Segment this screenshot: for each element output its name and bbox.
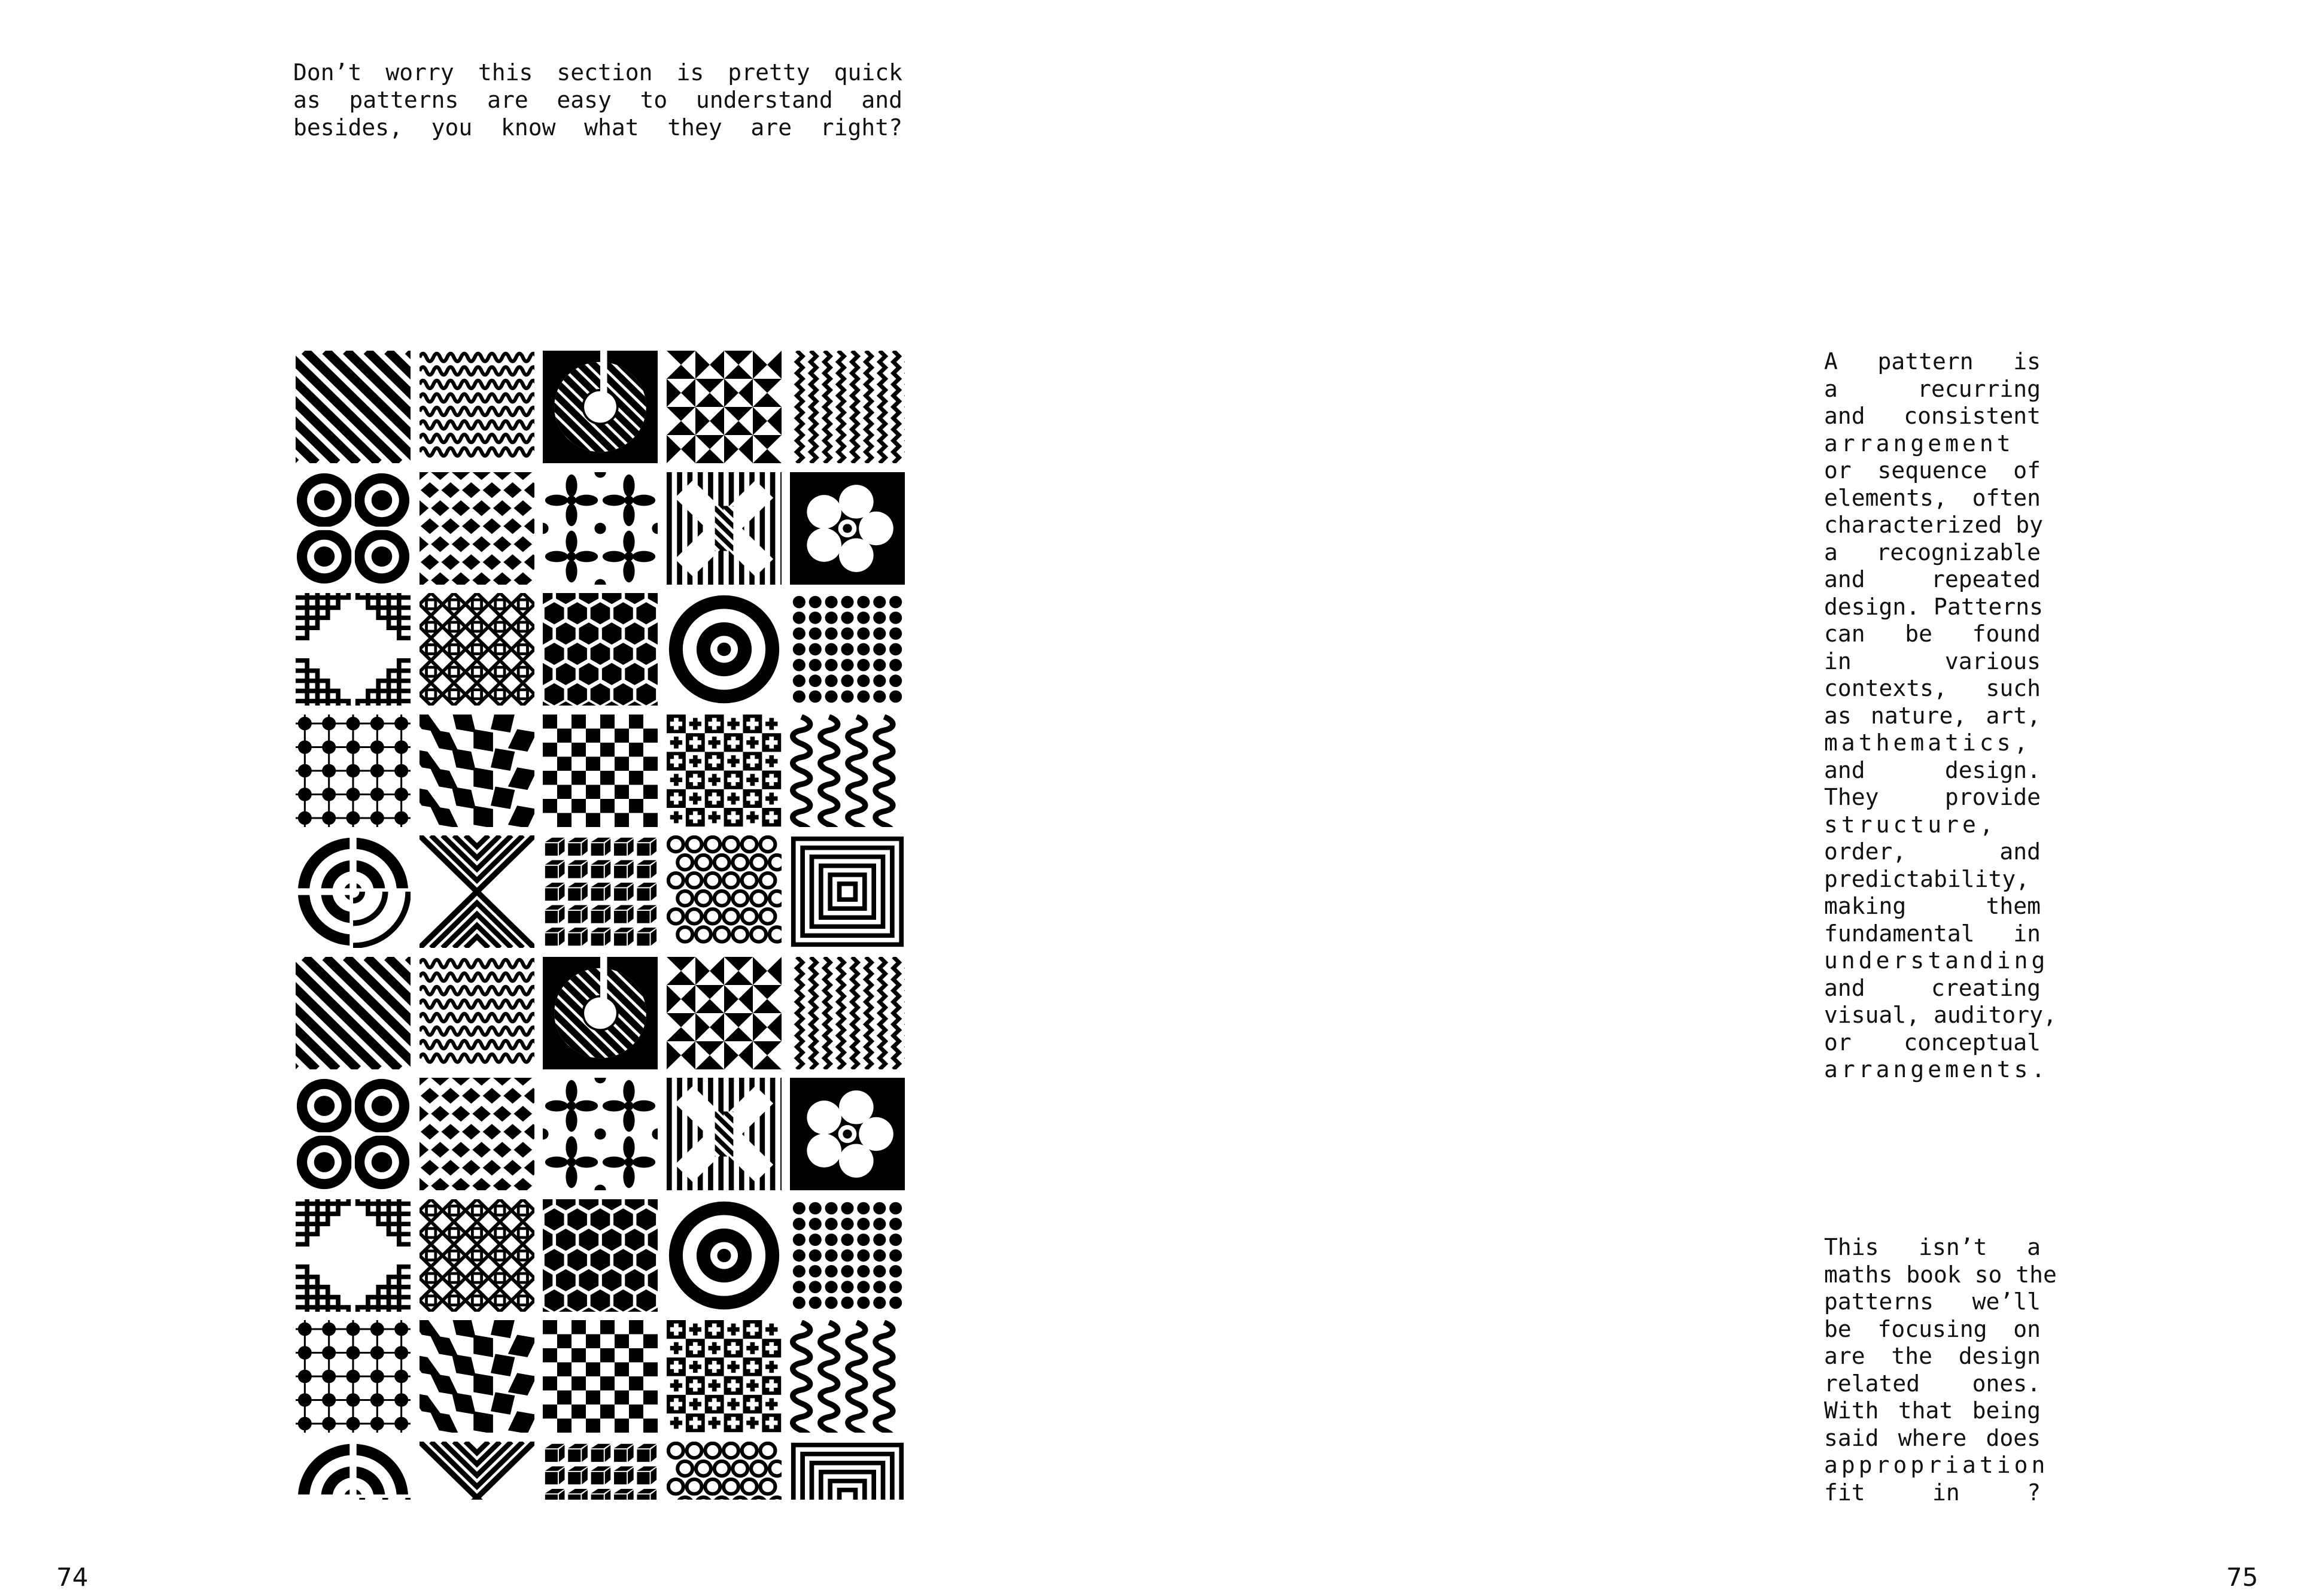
square-lattice-icon <box>420 593 534 706</box>
diagonal-stripes-icon <box>296 351 411 463</box>
circle-quads-icon <box>296 1078 411 1190</box>
diamond-lattice-icon <box>420 472 534 585</box>
sidebar-line: in various <box>1824 647 2041 674</box>
sidebar-line: or conceptual <box>1824 1029 2041 1056</box>
ring-grid-icon <box>667 1442 782 1500</box>
triangle-tiles-icon <box>667 351 782 463</box>
pattern-grid <box>296 351 905 1500</box>
definition-paragraph <box>1824 348 2057 1084</box>
checkerboard-icon <box>543 1320 658 1433</box>
sidebar-line: order, and <box>1824 838 2041 865</box>
corner-lines-icon <box>296 593 411 706</box>
corner-lines-icon <box>296 1199 411 1312</box>
hexagon-icon <box>543 593 658 706</box>
square-lattice-icon <box>420 1199 534 1312</box>
petal-flowers-icon <box>543 472 658 585</box>
sidebar-line: arrangement <box>1824 430 2014 457</box>
cross-checker-icon <box>667 715 782 827</box>
sidebar-line: related ones. <box>1824 1370 2041 1397</box>
concentric-squares-icon <box>790 1442 905 1500</box>
cube-isometric-icon <box>543 835 658 948</box>
x-chevron-icon <box>420 835 534 948</box>
target-quadrants-icon <box>296 835 411 948</box>
diagonal-stripes-icon <box>296 957 411 1069</box>
dot-rosette-icon <box>790 1078 905 1190</box>
sidebar-line: A pattern is <box>1824 348 2041 375</box>
concentric-circles-icon <box>667 593 782 706</box>
sidebar-line: arrangements. <box>1824 1056 2049 1083</box>
s-curves-icon <box>790 715 905 827</box>
intro-line: Don’t worry this section is pretty quick <box>293 59 902 86</box>
sidebar-line: understanding <box>1824 947 2049 974</box>
sidebar-line: as nature, art, <box>1824 702 2041 729</box>
sidebar-line: characterized by <box>1824 512 2044 538</box>
node-grid-icon <box>296 715 411 827</box>
circle-quads-icon <box>296 472 411 585</box>
concentric-circles-icon <box>667 1199 782 1312</box>
sidebar-line: and repeated <box>1824 566 2041 592</box>
sidebar-line: appropriation <box>1824 1452 2049 1478</box>
sidebar-line: and consistent <box>1824 403 2041 429</box>
sidebar-line: With that being <box>1824 1397 2041 1424</box>
sidebar-line: and design. <box>1824 756 2041 783</box>
node-grid-icon <box>296 1320 411 1433</box>
sidebar-line: design. Patterns <box>1824 593 2044 620</box>
warped-checker-icon <box>420 715 534 827</box>
sidebar-line: can be found <box>1824 621 2041 647</box>
concentric-squares-icon <box>790 835 905 948</box>
ring-grid-icon <box>667 835 782 948</box>
sidebar-line: mathematics, <box>1824 729 2032 756</box>
sidebar-line: or sequence of <box>1824 457 2041 484</box>
s-curves-icon <box>790 1320 905 1433</box>
diamond-lattice-icon <box>420 1078 534 1190</box>
x-chevron-icon <box>420 1442 534 1500</box>
sidebar-line: contexts, such <box>1824 675 2041 701</box>
striped-ring-icon <box>543 351 658 463</box>
dot-grid-icon <box>790 1199 905 1312</box>
interlock-stripes-icon <box>667 472 782 585</box>
sidebar-line: be focusing on <box>1824 1315 2041 1342</box>
cross-checker-icon <box>667 1320 782 1433</box>
zigzag-icon <box>790 957 905 1069</box>
appropriation-paragraph <box>1824 1234 2057 1506</box>
wave-lines-icon <box>420 957 534 1069</box>
sidebar-line: structure, <box>1824 811 1997 838</box>
target-quadrants-icon <box>296 1442 411 1500</box>
intro-line: besides, you know what they are right? <box>293 114 902 141</box>
sidebar-line: elements, often <box>1824 484 2041 511</box>
dot-rosette-icon <box>790 472 905 585</box>
zigzag-icon <box>790 351 905 463</box>
sidebar-line: visual, auditory, <box>1824 1002 2057 1028</box>
sidebar-line: a recognizable <box>1824 539 2041 566</box>
sidebar-line: patterns we’ll <box>1824 1288 2041 1315</box>
sidebar-line: fit in ? <box>1824 1479 2041 1506</box>
sidebar-line: said where does <box>1824 1424 2041 1451</box>
sidebar-line: and creating <box>1824 974 2041 1001</box>
page-number-right: 75 <box>2226 1562 2259 1592</box>
petal-flowers-icon <box>543 1078 658 1190</box>
interlock-stripes-icon <box>667 1078 782 1190</box>
sidebar-line: making them <box>1824 893 2041 919</box>
sidebar-line: They provide <box>1824 784 2041 810</box>
cube-isometric-icon <box>543 1442 658 1500</box>
checkerboard-icon <box>543 715 658 827</box>
intro-line: as patterns are easy to understand and <box>293 87 902 113</box>
dot-grid-icon <box>790 593 905 706</box>
sidebar-line: fundamental in <box>1824 920 2041 947</box>
triangle-tiles-icon <box>667 957 782 1069</box>
intro-text <box>293 59 902 141</box>
striped-ring-icon <box>543 957 658 1069</box>
sidebar-line: a recurring <box>1824 375 2041 402</box>
sidebar-line: This isn’t a <box>1824 1234 2041 1260</box>
sidebar-line: maths book so the <box>1824 1261 2057 1288</box>
warped-checker-icon <box>420 1320 534 1433</box>
wave-lines-icon <box>420 351 534 463</box>
sidebar-line: predictability, <box>1824 865 2030 892</box>
hexagon-icon <box>543 1199 658 1312</box>
page-number-left: 74 <box>56 1562 89 1592</box>
sidebar-line: are the design <box>1824 1343 2041 1369</box>
